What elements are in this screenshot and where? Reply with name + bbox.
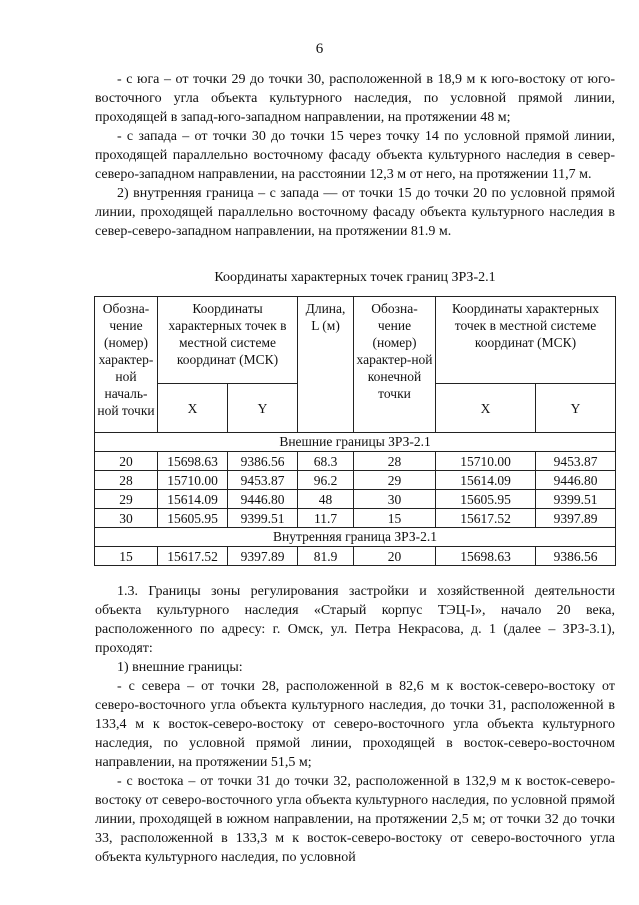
- cell-y2: 9386.56: [536, 547, 616, 566]
- header-end-point: Обозна-чение (номер) характер-ной конечной точки: [354, 297, 436, 433]
- cell-y2: 9453.87: [536, 452, 616, 471]
- paragraph-section-1-3: 1.3. Границы зоны регулирования застройки и хозяйственной деятельности объекта культурного наследия «Старый корпус ТЭЦ-I», начало 20 века, расположенного по адресу: г. Омск, ул. Петра Некрасова, д. 1 (далее – ЗРЗ-3.1), проходят:: [95, 584, 615, 656]
- cell-x1: 15617.52: [158, 547, 228, 566]
- cell-x2: 15614.09: [436, 471, 536, 490]
- cell-y1: 9399.51: [228, 509, 298, 528]
- table-row: [95, 547, 616, 566]
- cell-y2: 9397.89: [536, 509, 616, 528]
- section-inner-label: Внутренняя граница ЗРЗ-2.1: [95, 528, 616, 547]
- header-length: Длина, L (м): [298, 297, 354, 433]
- table-header-row: [95, 297, 616, 384]
- header-start-point: Обозна-чение (номер) характер-ной началь-ной точки: [95, 297, 158, 433]
- cell-y1: 9397.89: [228, 547, 298, 566]
- header-y-left: Y: [228, 384, 298, 433]
- table-row: [95, 471, 616, 490]
- cell-start: 29: [95, 490, 158, 509]
- header-coords-left: Координаты характерных точек в местной системе координат (МСК): [158, 297, 298, 384]
- paragraph-inner-boundary: 2) внутренняя граница – с запада — от точки 15 до точки 20 по условной прямой линии, проходящей параллельно восточному фасаду объекта культурного наследия в север-северо-западном направлении, на протяжении 81.9 м.: [95, 186, 615, 239]
- paragraph-east: - с востока – от точки 31 до точки 32, расположенной в 132,9 м к восток-северо-востоку от северо-восточного угла объекта культурного наследия, по условной прямой линии, проходящей в южном направлении, на протяжении 2,5 м; от точки 32 до точки 33, расположенной в 133,3 м к восток-северо-востоку от северо-восточного угла объекта культурного наследия, по условной: [95, 774, 615, 865]
- cell-x2: 15617.52: [436, 509, 536, 528]
- cell-end: 30: [354, 490, 436, 509]
- coordinates-table: [94, 296, 616, 566]
- cell-x1: 15710.00: [158, 471, 228, 490]
- cell-y1: 9453.87: [228, 471, 298, 490]
- cell-start: 30: [95, 509, 158, 528]
- header-y-right: Y: [536, 384, 616, 433]
- table-caption: Координаты характерных точек границ ЗРЗ-2.1: [214, 270, 496, 285]
- cell-x2: 15605.95: [436, 490, 536, 509]
- table-row: [95, 452, 616, 471]
- cell-length: 48: [298, 490, 354, 509]
- paragraph-west: - с запада – от точки 30 до точки 15 через точку 14 по условной прямой линии, проходящей параллельно восточному фасаду объекта культурного наследия в север-северо-западном направлении, на расстоянии 12,3 м от него, на протяжении 11,7 м.: [95, 129, 615, 182]
- cell-y1: 9446.80: [228, 490, 298, 509]
- cell-y1: 9386.56: [228, 452, 298, 471]
- header-x-left: X: [158, 384, 228, 433]
- section-row-inner: [95, 528, 616, 547]
- table-row: [95, 509, 616, 528]
- cell-end: 15: [354, 509, 436, 528]
- cell-length: 81.9: [298, 547, 354, 566]
- cell-start: 20: [95, 452, 158, 471]
- cell-start: 15: [95, 547, 158, 566]
- cell-length: 96.2: [298, 471, 354, 490]
- section-1-3-text: [95, 582, 615, 867]
- paragraph-outer-boundaries: 1) внешние границы:: [117, 660, 243, 675]
- cell-start: 28: [95, 471, 158, 490]
- cell-x1: 15698.63: [158, 452, 228, 471]
- header-coords-right: Координаты характерных точек в местной системе координат (МСК): [436, 297, 616, 384]
- paragraph-south: - с юга – от точки 29 до точки 30, расположенной в 18,9 м к юго-востоку от юго-восточного угла объекта культурного наследия, по условной прямой линии, проходящей в запад-юго-западном направлении, на протяжении 48 м;: [95, 72, 615, 125]
- cell-end: 29: [354, 471, 436, 490]
- cell-length: 11.7: [298, 509, 354, 528]
- cell-x1: 15614.09: [158, 490, 228, 509]
- cell-end: 20: [354, 547, 436, 566]
- cell-y2: 9446.80: [536, 471, 616, 490]
- page-number: 6: [315, 41, 324, 57]
- cell-y2: 9399.51: [536, 490, 616, 509]
- paragraph-north: - с севера – от точки 28, расположенной в 82,6 м к восток-северо-востоку от северо-восточного угла объекта культурного наследия, до точки 31, расположенной в 133,4 м к восток-северо-востоку от северо-восточного угла объекта культурного наследия, по условной прямой линии, проходящей в восток-северо-восточном направлении, на протяжении 51,5 м;: [95, 679, 615, 770]
- cell-length: 68.3: [298, 452, 354, 471]
- cell-end: 28: [354, 452, 436, 471]
- table-row: [95, 490, 616, 509]
- intro-text: [95, 70, 615, 241]
- cell-x1: 15605.95: [158, 509, 228, 528]
- header-x-right: X: [436, 384, 536, 433]
- section-outer-label: Внешние границы ЗРЗ-2.1: [95, 433, 616, 452]
- section-row-outer: [95, 433, 616, 452]
- cell-x2: 15698.63: [436, 547, 536, 566]
- cell-x2: 15710.00: [436, 452, 536, 471]
